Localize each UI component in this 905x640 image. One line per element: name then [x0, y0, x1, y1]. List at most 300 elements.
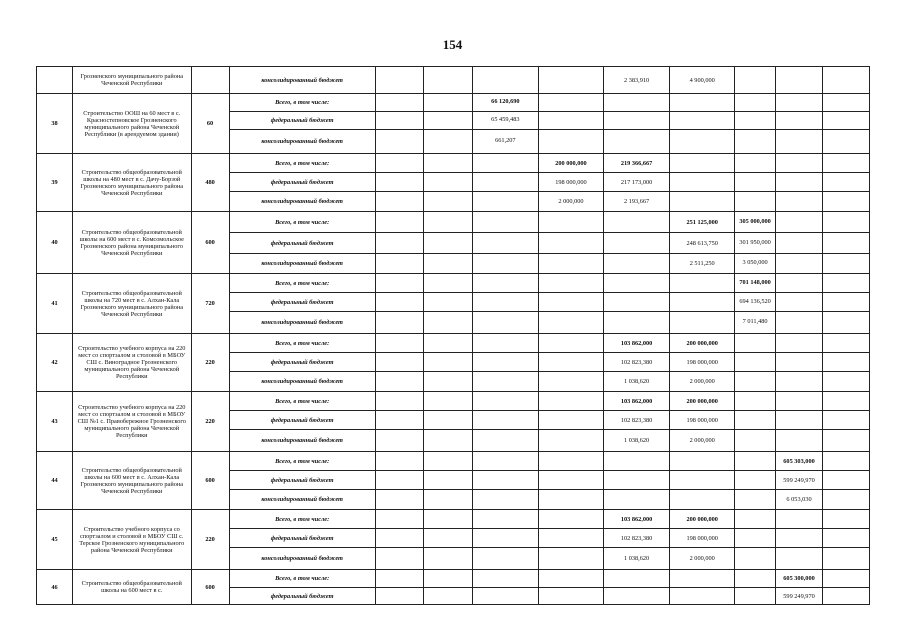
amount-cell: [823, 510, 870, 529]
amount-cell: [538, 67, 604, 94]
amount-cell: [669, 588, 735, 605]
amount-cell: [375, 529, 424, 548]
amount-cell: [775, 67, 823, 94]
amount-cell: [823, 274, 870, 293]
amount-cell: [473, 154, 539, 173]
amount-cell: [473, 192, 539, 212]
row-number: 44: [37, 452, 73, 510]
object-name: Строительство учебного корпуса со спортзалом и столовой в МБОУ СШ с. Терское Грозненского муниципального района Чеченской Республики: [72, 510, 191, 570]
amount-cell: [375, 392, 424, 411]
amount-cell: [473, 529, 539, 548]
amount-cell: [424, 452, 473, 471]
funding-source: консолидированный бюджет: [229, 192, 375, 212]
budget-table-body: [37, 67, 870, 605]
amount-cell: [775, 411, 823, 430]
amount-cell: [473, 411, 539, 430]
row-number: 42: [37, 334, 73, 392]
amount-cell: [775, 372, 823, 392]
amount-cell: 217 173,000: [604, 173, 670, 192]
amount-cell: [775, 430, 823, 452]
amount-cell: [473, 254, 539, 274]
amount-cell: [424, 490, 473, 510]
funding-source: федеральный бюджет: [229, 411, 375, 430]
amount-cell: [424, 372, 473, 392]
amount-cell: [823, 411, 870, 430]
amount-cell: [473, 173, 539, 192]
amount-cell: 198 000,000: [669, 411, 735, 430]
amount-cell: [424, 548, 473, 570]
amount-cell: 102 823,380: [604, 353, 670, 372]
amount-cell: [538, 510, 604, 529]
amount-cell: [823, 254, 870, 274]
amount-cell: [775, 293, 823, 312]
amount-cell: [424, 112, 473, 130]
funding-source: Всего, в том числе:: [229, 334, 375, 353]
amount-cell: [735, 529, 775, 548]
amount-cell: [538, 392, 604, 411]
amount-cell: 7 011,480: [735, 312, 775, 334]
table-row: [37, 334, 870, 353]
amount-cell: [823, 588, 870, 605]
funding-source: Всего, в том числе:: [229, 274, 375, 293]
amount-cell: [538, 430, 604, 452]
amount-cell: [538, 94, 604, 112]
amount-cell: 248 613,750: [669, 233, 735, 254]
amount-cell: [823, 67, 870, 94]
amount-cell: 103 862,000: [604, 392, 670, 411]
amount-cell: [375, 130, 424, 154]
amount-cell: [375, 471, 424, 490]
amount-cell: [473, 334, 539, 353]
funding-source: Всего, в том числе:: [229, 570, 375, 588]
capacity: 720: [191, 274, 229, 334]
amount-cell: [473, 452, 539, 471]
funding-source: федеральный бюджет: [229, 112, 375, 130]
amount-cell: [604, 254, 670, 274]
page-number: 154: [442, 37, 463, 52]
amount-cell: [473, 274, 539, 293]
amount-cell: [538, 588, 604, 605]
amount-cell: [473, 67, 539, 94]
amount-cell: [823, 154, 870, 173]
funding-source: федеральный бюджет: [229, 471, 375, 490]
amount-cell: [604, 312, 670, 334]
amount-cell: [424, 130, 473, 154]
amount-cell: [375, 192, 424, 212]
amount-cell: [823, 490, 870, 510]
amount-cell: [775, 130, 823, 154]
funding-source: федеральный бюджет: [229, 353, 375, 372]
amount-cell: [375, 293, 424, 312]
amount-cell: 694 136,520: [735, 293, 775, 312]
amount-cell: [473, 548, 539, 570]
amount-cell: [375, 372, 424, 392]
amount-cell: [604, 490, 670, 510]
amount-cell: [775, 510, 823, 529]
amount-cell: [424, 430, 473, 452]
amount-cell: [604, 588, 670, 605]
funding-source: консолидированный бюджет: [229, 254, 375, 274]
amount-cell: [775, 192, 823, 212]
amount-cell: [424, 392, 473, 411]
amount-cell: [375, 570, 424, 588]
amount-cell: [823, 334, 870, 353]
funding-source: консолидированный бюджет: [229, 490, 375, 510]
amount-cell: [538, 372, 604, 392]
amount-cell: [424, 274, 473, 293]
amount-cell: [473, 353, 539, 372]
amount-cell: [424, 353, 473, 372]
amount-cell: 251 125,000: [669, 212, 735, 233]
amount-cell: 2 000,000: [538, 192, 604, 212]
amount-cell: [375, 411, 424, 430]
capacity: 220: [191, 334, 229, 392]
funding-source: Всего, в том числе:: [229, 392, 375, 411]
amount-cell: [775, 112, 823, 130]
amount-cell: [775, 254, 823, 274]
amount-cell: 2 000,000: [669, 430, 735, 452]
amount-cell: [538, 254, 604, 274]
funding-source: консолидированный бюджет: [229, 430, 375, 452]
amount-cell: [823, 452, 870, 471]
funding-source: Всего, в том числе:: [229, 510, 375, 529]
funding-source: федеральный бюджет: [229, 233, 375, 254]
table-row: [37, 94, 870, 112]
amount-cell: [735, 173, 775, 192]
amount-cell: 2 000,000: [669, 548, 735, 570]
funding-source: федеральный бюджет: [229, 293, 375, 312]
amount-cell: 200 000,000: [669, 510, 735, 529]
amount-cell: [735, 67, 775, 94]
amount-cell: [823, 570, 870, 588]
amount-cell: [424, 510, 473, 529]
object-name: Строительство учебного корпуса на 220 мест со спортзалом и столовой в МБОУ СШ с. Виноградное Грозненского муниципального района Чеченской Республики: [72, 334, 191, 392]
amount-cell: 1 038,620: [604, 430, 670, 452]
amount-cell: [424, 293, 473, 312]
amount-cell: [604, 212, 670, 233]
amount-cell: [375, 67, 424, 94]
amount-cell: [538, 529, 604, 548]
amount-cell: [604, 112, 670, 130]
amount-cell: 103 862,000: [604, 334, 670, 353]
amount-cell: [424, 312, 473, 334]
amount-cell: [775, 212, 823, 233]
amount-cell: [375, 588, 424, 605]
amount-cell: [735, 392, 775, 411]
amount-cell: [604, 570, 670, 588]
amount-cell: [375, 548, 424, 570]
object-name: Строительство общеобразовательной школы на 600 мест в с. Комсомольское Грозненского района муниципального Чеченской Республики: [72, 212, 191, 274]
amount-cell: [375, 112, 424, 130]
amount-cell: [735, 192, 775, 212]
amount-cell: [669, 112, 735, 130]
amount-cell: [424, 192, 473, 212]
amount-cell: [473, 212, 539, 233]
amount-cell: [473, 588, 539, 605]
amount-cell: [424, 173, 473, 192]
amount-cell: [375, 510, 424, 529]
row-number: [37, 67, 73, 94]
amount-cell: [473, 392, 539, 411]
capacity: 220: [191, 510, 229, 570]
amount-cell: [735, 372, 775, 392]
amount-cell: [735, 471, 775, 490]
amount-cell: [538, 293, 604, 312]
amount-cell: [538, 570, 604, 588]
amount-cell: [424, 471, 473, 490]
amount-cell: 599 249,970: [775, 471, 823, 490]
amount-cell: [669, 192, 735, 212]
amount-cell: [473, 471, 539, 490]
amount-cell: [424, 154, 473, 173]
amount-cell: [375, 452, 424, 471]
amount-cell: 661,207: [473, 130, 539, 154]
table-row: [37, 452, 870, 471]
amount-cell: [823, 112, 870, 130]
amount-cell: [604, 94, 670, 112]
amount-cell: [823, 192, 870, 212]
funding-source: консолидированный бюджет: [229, 130, 375, 154]
amount-cell: 599 249,970: [775, 588, 823, 605]
amount-cell: [823, 130, 870, 154]
amount-cell: [735, 353, 775, 372]
amount-cell: [424, 94, 473, 112]
amount-cell: [424, 67, 473, 94]
amount-cell: [473, 233, 539, 254]
amount-cell: [823, 529, 870, 548]
amount-cell: [538, 274, 604, 293]
object-name: Строительство учебного корпуса на 220 мест со спортзалом и столовой в МБОУ СШ №1 с. Правобережное Грозненского муниципального района Чеченской Республики: [72, 392, 191, 452]
amount-cell: [823, 392, 870, 411]
amount-cell: [473, 312, 539, 334]
funding-source: консолидированный бюджет: [229, 67, 375, 94]
amount-cell: 200 000,000: [538, 154, 604, 173]
amount-cell: [823, 233, 870, 254]
funding-source: консолидированный бюджет: [229, 548, 375, 570]
amount-cell: [735, 548, 775, 570]
object-name: Строительство общеобразовательной школы на 600 мест в с.: [72, 570, 191, 605]
row-number: 39: [37, 154, 73, 212]
amount-cell: 198 000,000: [669, 529, 735, 548]
row-number: 46: [37, 570, 73, 605]
amount-cell: [735, 510, 775, 529]
capacity: 600: [191, 212, 229, 274]
row-number: 45: [37, 510, 73, 570]
funding-source: консолидированный бюджет: [229, 372, 375, 392]
amount-cell: [823, 173, 870, 192]
object-name: Грозненского муниципального района Чеченской Республики: [72, 67, 191, 94]
object-name: Строительство общеобразовательной школы на 720 мест в с. Алхан-Кала Грозненского муниципального района Чеченской Республики: [72, 274, 191, 334]
amount-cell: [604, 274, 670, 293]
amount-cell: [775, 94, 823, 112]
amount-cell: 6 053,030: [775, 490, 823, 510]
amount-cell: [775, 529, 823, 548]
amount-cell: [669, 490, 735, 510]
amount-cell: 1 038,620: [604, 372, 670, 392]
amount-cell: [473, 570, 539, 588]
amount-cell: [473, 293, 539, 312]
amount-cell: [375, 94, 424, 112]
amount-cell: 301 950,000: [735, 233, 775, 254]
table-row: [37, 392, 870, 411]
amount-cell: [775, 233, 823, 254]
amount-cell: [823, 548, 870, 570]
table-row: [37, 510, 870, 529]
amount-cell: [823, 293, 870, 312]
amount-cell: [375, 312, 424, 334]
amount-cell: 198 000,000: [669, 353, 735, 372]
amount-cell: [669, 154, 735, 173]
amount-cell: [823, 471, 870, 490]
amount-cell: [669, 173, 735, 192]
amount-cell: [669, 274, 735, 293]
amount-cell: [375, 233, 424, 254]
amount-cell: [669, 293, 735, 312]
amount-cell: [375, 212, 424, 233]
amount-cell: [538, 471, 604, 490]
amount-cell: [775, 312, 823, 334]
budget-table: [36, 66, 870, 605]
table-row: [37, 67, 870, 94]
amount-cell: 2 000,000: [669, 372, 735, 392]
amount-cell: [538, 334, 604, 353]
amount-cell: [375, 430, 424, 452]
amount-cell: [735, 588, 775, 605]
row-number: 43: [37, 392, 73, 452]
amount-cell: [735, 112, 775, 130]
amount-cell: [424, 570, 473, 588]
amount-cell: [424, 529, 473, 548]
amount-cell: 102 823,380: [604, 411, 670, 430]
amount-cell: [375, 173, 424, 192]
amount-cell: 1 038,620: [604, 548, 670, 570]
amount-cell: [473, 510, 539, 529]
object-name: Строительство общеобразовательной школы на 480 мест в с. Дачу-Борзой Грозненского муниципального района Чеченской Республики: [72, 154, 191, 212]
amount-cell: [424, 233, 473, 254]
amount-cell: [669, 570, 735, 588]
funding-source: Всего, в том числе:: [229, 212, 375, 233]
funding-source: консолидированный бюджет: [229, 312, 375, 334]
amount-cell: [775, 392, 823, 411]
row-number: 38: [37, 94, 73, 154]
amount-cell: [538, 490, 604, 510]
amount-cell: [424, 334, 473, 353]
row-number: 41: [37, 274, 73, 334]
amount-cell: [375, 274, 424, 293]
amount-cell: [538, 411, 604, 430]
amount-cell: 305 000,000: [735, 212, 775, 233]
table-row: [37, 570, 870, 588]
amount-cell: 200 000,000: [669, 392, 735, 411]
amount-cell: [375, 154, 424, 173]
funding-source: федеральный бюджет: [229, 173, 375, 192]
amount-cell: [669, 471, 735, 490]
amount-cell: 66 120,690: [473, 94, 539, 112]
amount-cell: [735, 411, 775, 430]
amount-cell: [735, 490, 775, 510]
funding-source: федеральный бюджет: [229, 529, 375, 548]
amount-cell: [538, 130, 604, 154]
amount-cell: [775, 154, 823, 173]
amount-cell: [669, 130, 735, 154]
amount-cell: [538, 452, 604, 471]
amount-cell: 605 300,000: [775, 570, 823, 588]
amount-cell: [823, 212, 870, 233]
amount-cell: [424, 411, 473, 430]
amount-cell: [735, 154, 775, 173]
amount-cell: [604, 233, 670, 254]
amount-cell: [538, 112, 604, 130]
amount-cell: [823, 312, 870, 334]
amount-cell: [669, 452, 735, 471]
amount-cell: 102 823,380: [604, 529, 670, 548]
amount-cell: 2 193,667: [604, 192, 670, 212]
amount-cell: [735, 452, 775, 471]
amount-cell: 2 511,250: [669, 254, 735, 274]
amount-cell: [538, 353, 604, 372]
amount-cell: 219 366,667: [604, 154, 670, 173]
amount-cell: [735, 334, 775, 353]
table-row: [37, 154, 870, 173]
amount-cell: 605 303,000: [775, 452, 823, 471]
amount-cell: [604, 130, 670, 154]
amount-cell: [375, 353, 424, 372]
amount-cell: [473, 430, 539, 452]
amount-cell: [775, 173, 823, 192]
funding-source: Всего, в том числе:: [229, 94, 375, 112]
amount-cell: [538, 312, 604, 334]
amount-cell: [823, 430, 870, 452]
amount-cell: 3 050,000: [735, 254, 775, 274]
amount-cell: 198 000,000: [538, 173, 604, 192]
amount-cell: [604, 471, 670, 490]
amount-cell: 103 862,000: [604, 510, 670, 529]
amount-cell: [424, 254, 473, 274]
amount-cell: [735, 130, 775, 154]
amount-cell: [669, 312, 735, 334]
amount-cell: [823, 372, 870, 392]
amount-cell: 2 383,910: [604, 67, 670, 94]
amount-cell: [823, 353, 870, 372]
amount-cell: [375, 334, 424, 353]
amount-cell: [775, 353, 823, 372]
row-number: 40: [37, 212, 73, 274]
object-name: Строительство ООШ на 60 мест в с. Красностепновское Грозненского муниципального района Чеченской Республики (в арендуемом здании): [72, 94, 191, 154]
amount-cell: [375, 254, 424, 274]
capacity: 600: [191, 452, 229, 510]
amount-cell: [823, 94, 870, 112]
capacity: 60: [191, 94, 229, 154]
amount-cell: [424, 212, 473, 233]
capacity: 480: [191, 154, 229, 212]
amount-cell: [735, 570, 775, 588]
amount-cell: [735, 430, 775, 452]
capacity: 600: [191, 570, 229, 605]
amount-cell: 4 900,000: [669, 67, 735, 94]
capacity: 220: [191, 392, 229, 452]
amount-cell: [604, 452, 670, 471]
capacity: [191, 67, 229, 94]
amount-cell: [538, 548, 604, 570]
amount-cell: [473, 490, 539, 510]
amount-cell: 200 000,000: [669, 334, 735, 353]
amount-cell: [375, 490, 424, 510]
table-row: [37, 212, 870, 233]
amount-cell: 65 459,483: [473, 112, 539, 130]
funding-source: Всего, в том числе:: [229, 154, 375, 173]
amount-cell: 701 148,000: [735, 274, 775, 293]
amount-cell: [735, 94, 775, 112]
